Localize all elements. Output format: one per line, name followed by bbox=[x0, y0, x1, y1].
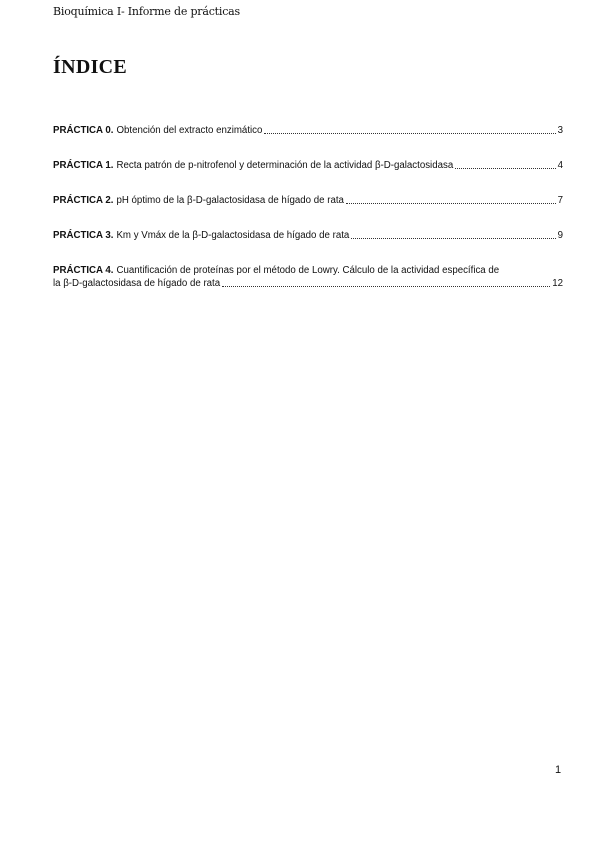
toc-entry-practica-1[interactable] bbox=[53, 159, 563, 172]
toc-entry-text: Km y Vmáx de la β-D-galactosidasa de hígado de rata bbox=[116, 230, 350, 241]
toc-entry-text: Obtención del extracto enzimático bbox=[116, 125, 263, 136]
table-of-contents bbox=[53, 124, 563, 312]
toc-dot-leader bbox=[222, 286, 550, 287]
toc-entry-label: PRÁCTICA 2. bbox=[53, 195, 114, 206]
toc-entry-text: Recta patrón de p-nitrofenol y determinación de la actividad β-D-galactosidasa bbox=[116, 160, 454, 171]
page-title: ÍNDICE bbox=[53, 56, 128, 78]
toc-dot-leader bbox=[455, 168, 555, 169]
toc-entry-label: PRÁCTICA 3. bbox=[53, 230, 114, 241]
toc-entry-first-line bbox=[53, 264, 563, 277]
toc-entry-page: 7 bbox=[557, 195, 563, 206]
toc-dot-leader bbox=[351, 238, 555, 239]
toc-entry-text: Cuantificación de proteínas por el método de Lowry. Cálculo de la actividad específica de bbox=[116, 265, 500, 276]
toc-entry-page: 4 bbox=[557, 160, 563, 171]
running-header: Bioquímica I- Informe de prácticas bbox=[53, 5, 240, 18]
toc-entry-text: pH óptimo de la β-D-galactosidasa de hígado de rata bbox=[116, 195, 344, 206]
toc-entry-practica-2[interactable] bbox=[53, 194, 563, 207]
toc-dot-leader bbox=[264, 133, 555, 134]
toc-entry-label: PRÁCTICA 4. bbox=[53, 265, 114, 276]
toc-entry-page: 9 bbox=[557, 230, 563, 241]
toc-entry-practica-0[interactable] bbox=[53, 124, 563, 137]
toc-entry-label: PRÁCTICA 1. bbox=[53, 160, 114, 171]
toc-entry-second-line bbox=[53, 277, 563, 290]
toc-entry-practica-4[interactable] bbox=[53, 264, 563, 290]
toc-entry-practica-3[interactable] bbox=[53, 229, 563, 242]
toc-entry-page: 3 bbox=[557, 125, 563, 136]
toc-entry-page: 12 bbox=[552, 278, 563, 289]
toc-entry-label: PRÁCTICA 0. bbox=[53, 125, 114, 136]
toc-entry-text: la β-D-galactosidasa de hígado de rata bbox=[53, 278, 221, 289]
page-number: 1 bbox=[555, 764, 562, 776]
toc-dot-leader bbox=[346, 203, 556, 204]
